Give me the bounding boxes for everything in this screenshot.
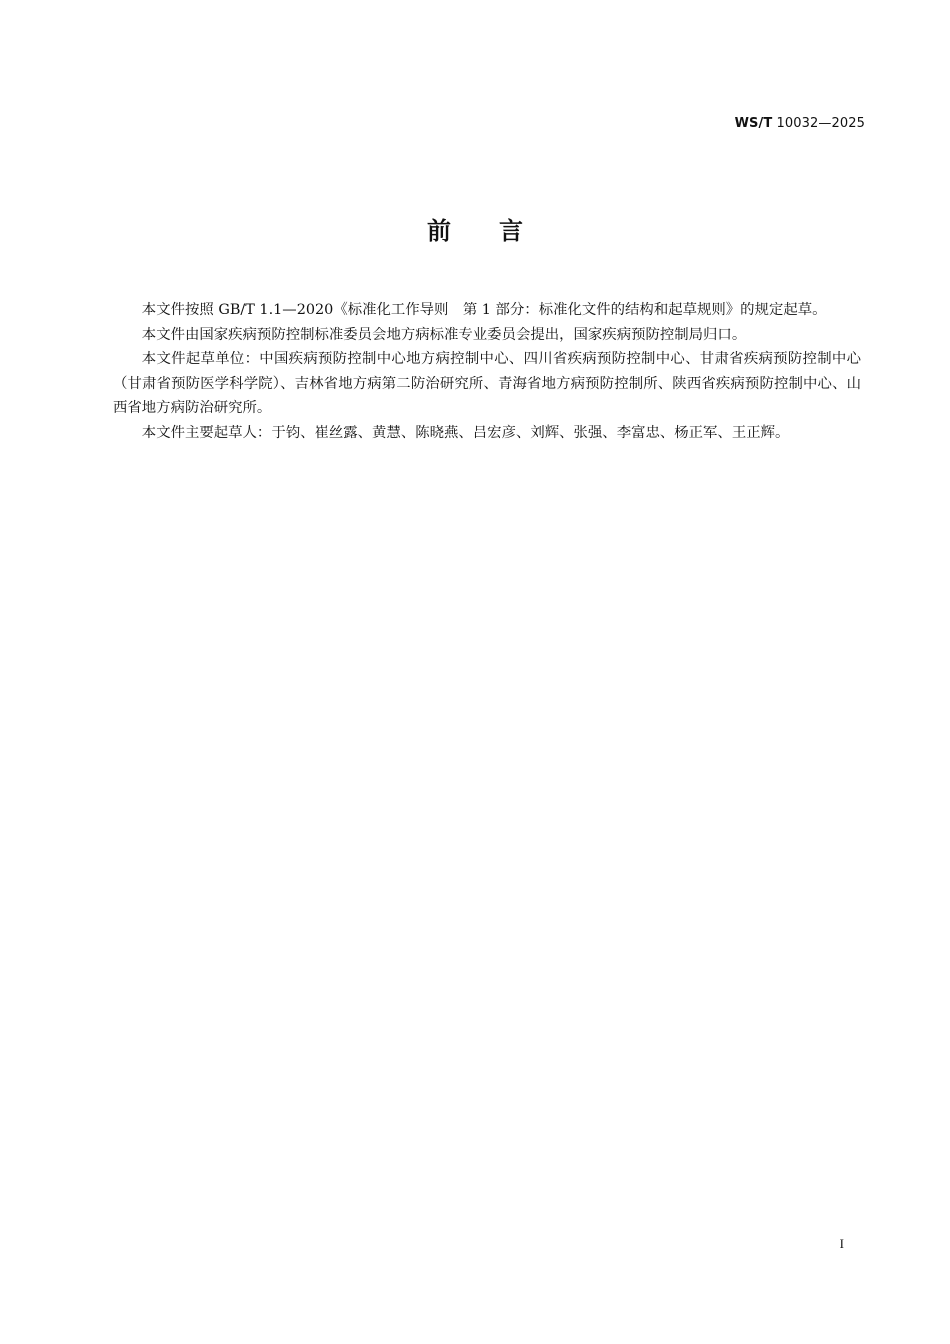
foreword-body (113, 298, 861, 445)
paragraph-drafters: 本文件主要起草人：于钧、崔丝露、黄慧、陈晓燕、吕宏彦、刘辉、张强、李富忠、杨正军、王正辉。 (141, 424, 790, 441)
paragraph-drafting-rules: 本文件按照 GB/T 1.1—2020《标准化工作导则 第 1 部分：标准化文件的结构和起草规则》的规定起草。 (141, 302, 827, 318)
standard-code (735, 116, 865, 131)
page-number: I (839, 1236, 844, 1251)
standard-code-prefix: WS/T (734, 116, 773, 131)
standard-code-number: 10032—2025 (776, 116, 865, 131)
paragraph-proposer: 本文件由国家疾病预防控制标准委员会地方病标准专业委员会提出，国家疾病预防控制局归口。 (141, 326, 747, 343)
page-title: 前言 (427, 217, 571, 245)
paragraph-drafting-units: 本文件起草单位：中国疾病预防控制中心地方病控制中心、四川省疾病预防控制中心、甘肃省疾病预防控制中心（甘肃省预防医学科学院）、吉林省地方病第二防治研究所、青海省地方病预防控制所、陕西省疾病预防控制中心、山西省地方病防治研究所。 (113, 351, 861, 416)
